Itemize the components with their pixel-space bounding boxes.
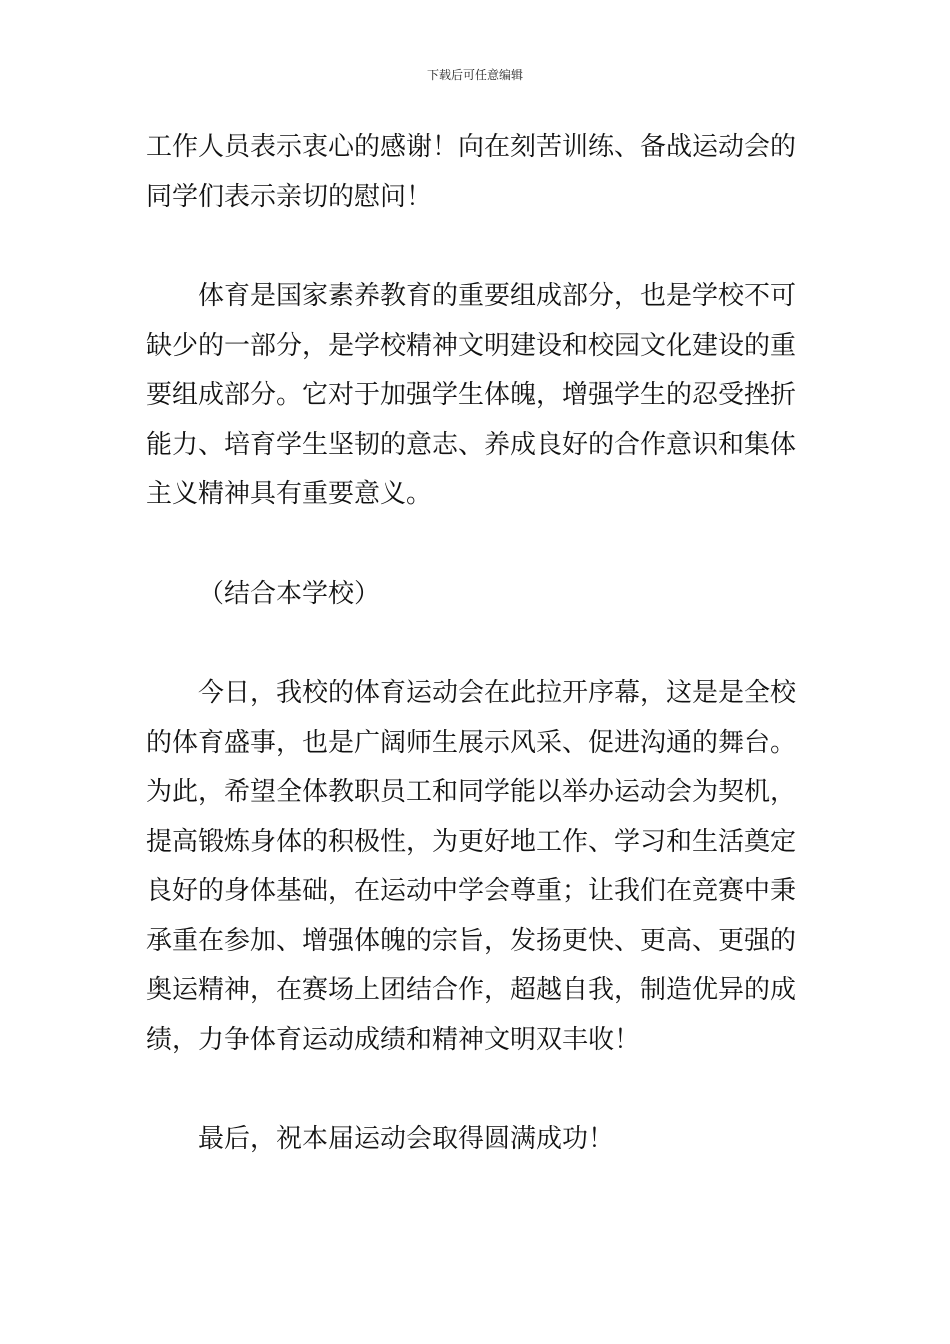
text-line: 能力、培育学生坚韧的意志、养成良好的合作意识和集体 xyxy=(146,429,797,460)
page-header: 下载后可任意编辑 xyxy=(426,68,523,82)
paragraph-gap xyxy=(146,222,814,272)
text-line: 为此，希望全体教职员工和同学能以举办运动会为契机， xyxy=(146,777,797,807)
text-line: 今日，我校的体育运动会在此拉开序幕，这是是全校 xyxy=(198,678,797,708)
paragraph-closing xyxy=(146,1115,814,1165)
text-line: 绩，力争体育运动成绩和精神文明双丰收！ xyxy=(146,1024,641,1055)
document-body xyxy=(146,123,814,1165)
paragraph-gap xyxy=(146,1065,814,1115)
text-line: 提高锻炼身体的积极性，为更好地工作、学习和生活奠定 xyxy=(146,826,797,857)
text-line: 良好的身体基础，在运动中学会尊重；让我们在竞赛中秉 xyxy=(146,876,797,906)
text-line: 的体育盛事，也是广阔师生展示风采、促进沟通的舞台。 xyxy=(146,727,797,758)
paragraph-opening xyxy=(146,669,814,1065)
paragraph-thanks xyxy=(146,123,814,222)
text-line: 奥运精神，在赛场上团结合作，超越自我，制造优异的成 xyxy=(146,975,797,1005)
text-line: 要组成部分。它对于加强学生体魄，增强学生的忍受挫折 xyxy=(146,380,797,410)
paragraph-sports-importance xyxy=(146,272,814,520)
paragraph-gap xyxy=(146,520,814,570)
text-line: 缺少的一部分，是学校精神文明建设和校园文化建设的重 xyxy=(146,330,797,361)
text-line: 同学们表示亲切的慰问！ xyxy=(146,181,433,212)
text-line: 工作人员表示衷心的感谢！向在刻苦训练、备战运动会的 xyxy=(146,132,797,162)
paragraph-school-note xyxy=(146,570,814,620)
text-line: 承重在参加、增强体魄的宗旨，发扬更快、更高、更强的 xyxy=(146,925,797,956)
paragraph-gap xyxy=(146,619,814,669)
text-line: 主义精神具有重要意义。 xyxy=(146,479,433,509)
text-line: （结合本学校） xyxy=(198,578,381,609)
text-line: 体育是国家素养教育的重要组成部分，也是学校不可 xyxy=(198,281,797,311)
text-line: 最后，祝本届运动会取得圆满成功！ xyxy=(198,1124,615,1154)
